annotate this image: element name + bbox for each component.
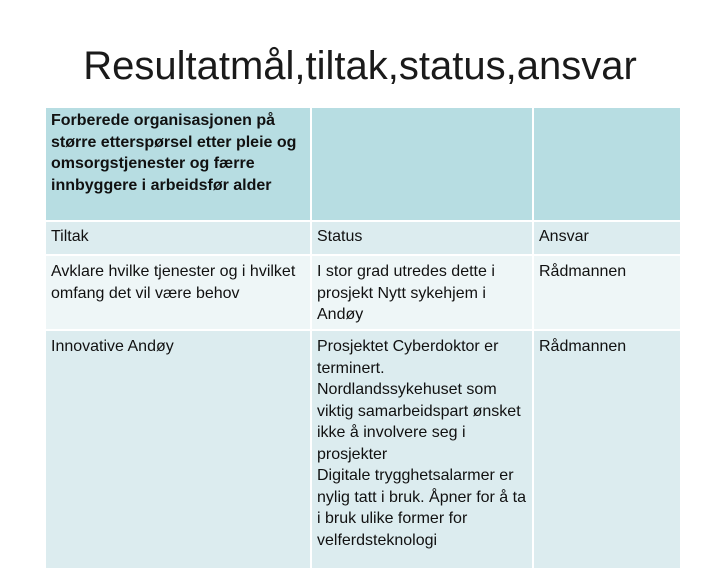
- tiltak-cell: Innovative Andøy: [45, 330, 311, 569]
- column-labels-row: [45, 221, 681, 255]
- column-label-tiltak: Tiltak: [45, 221, 311, 255]
- header-empty-cell: [533, 107, 681, 221]
- header-goal-cell: Forberede organisasjonen på større etterspørsel etter pleie og omsorgstjenester og færre innbyggere i arbeidsfør alder: [45, 107, 311, 221]
- header-empty-cell: [311, 107, 533, 221]
- column-label-status: Status: [311, 221, 533, 255]
- table-row: [45, 255, 681, 330]
- status-cell: Prosjektet Cyberdoktor er terminert. Nordlandssykehuset som viktig samarbeidspart ønsket ikke å involvere seg i prosjekter Digitale trygghetsalarmer er nylig tatt i bruk. Åpner for å ta i bruk ulike former for velferdsteknologi: [311, 330, 533, 569]
- ansvar-cell: Rådmannen: [533, 255, 681, 330]
- table-row: [45, 330, 681, 569]
- tiltak-cell: Avklare hvilke tjenester og i hvilket omfang det vil være behov: [45, 255, 311, 330]
- table-header-row: [45, 107, 681, 221]
- column-label-ansvar: Ansvar: [533, 221, 681, 255]
- slide-title: Resultatmål,tiltak,status,ansvar: [83, 44, 637, 88]
- status-cell: I stor grad utredes dette i prosjekt Nytt sykehjem i Andøy: [311, 255, 533, 330]
- ansvar-cell: Rådmannen: [533, 330, 681, 569]
- results-table: [44, 106, 682, 570]
